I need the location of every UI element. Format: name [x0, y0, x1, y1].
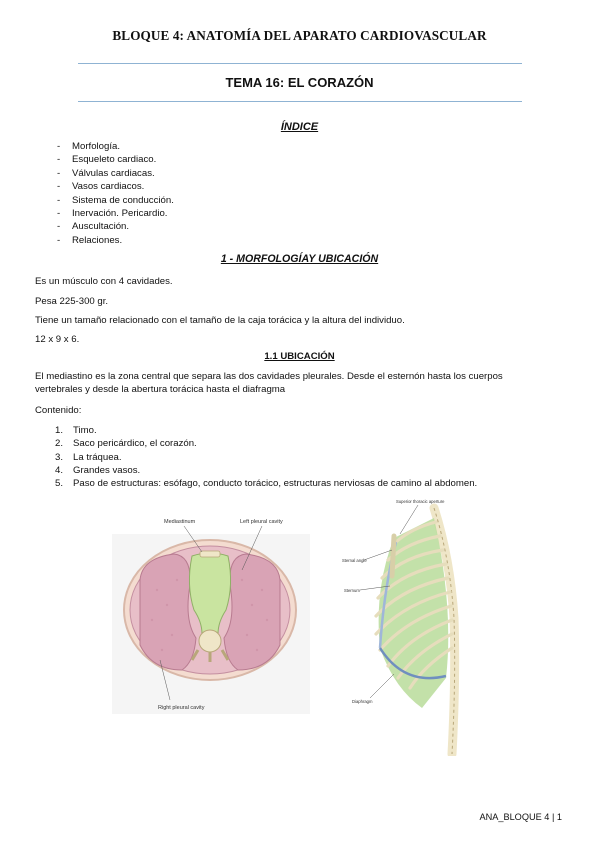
- ubicacion-paragraph: El mediastino es la zona central que separa las dos cavidades pleurales. Desde el esternón hasta los cuerpos vertebrales y desde la abertura torácica hasta el diafragma: [35, 371, 503, 395]
- indice-list: [57, 140, 174, 247]
- contenido-item: 5. Paso de estructuras: esófago, conducto torácico, estructuras nerviosas de camino al abdomen.: [55, 478, 478, 490]
- vertebra-section: [199, 630, 221, 652]
- header-rule-top: [78, 63, 522, 64]
- contenido-item: 1. Timo.: [55, 425, 97, 436]
- indice-item: - Vasos cardiacos.: [57, 180, 174, 193]
- label-sternal-angle: Sternal angle: [342, 558, 367, 563]
- contenido-item: 2. Saco pericárdico, el corazón.: [55, 438, 197, 450]
- thoracic-cavity: [379, 518, 449, 708]
- contenido-label: Contenido:: [35, 405, 82, 416]
- sternum-section: [200, 551, 220, 557]
- label-right-pleural-cavity: Right pleural cavity: [158, 705, 205, 711]
- contenido-item: 4. Grandes vasos.: [55, 464, 141, 476]
- page-footer: ANA_BLOQUE 4 | 1: [479, 812, 562, 822]
- tema-title: TEMA 16: EL CORAZÓN: [225, 75, 374, 90]
- indice-item: - Válvulas cardiacas.: [57, 167, 174, 180]
- indice-item: - Esqueleto cardiaco.: [57, 153, 174, 166]
- indice-item: - Inervación. Pericardio.: [57, 207, 174, 220]
- indice-heading: ÍNDICE: [280, 121, 319, 133]
- label-superior-thoracic-aperture: Superior thoracic aperture: [396, 499, 445, 504]
- right-lung: [140, 554, 196, 670]
- header-rule-bottom: [78, 101, 522, 102]
- bloque-title: BLOQUE 4: ANATOMÍA DEL APARATO CARDIOVASCULAR: [112, 28, 487, 43]
- body-line: Pesa 225-300 gr.: [35, 296, 109, 307]
- label-diaphragm: Diaphragm: [352, 699, 373, 704]
- section-heading-morfologia: 1 - MORFOLOGÍAY UBICACIÓN: [220, 253, 379, 265]
- body-line: Tiene un tamaño relacionado con el tamaño de la caja torácica y la altura del individuo.: [35, 315, 405, 326]
- thorax-cross-section-figure: [112, 510, 310, 714]
- contenido-item: 3. La tráquea.: [55, 451, 122, 463]
- indice-item: - Sistema de conducción.: [57, 194, 174, 207]
- sternum: [392, 536, 394, 576]
- indice-item: - Relaciones.: [57, 234, 174, 247]
- contenido-list: [55, 424, 477, 490]
- body-line: 12 x 9 x 6.: [35, 334, 80, 345]
- body-line: Es un músculo con 4 cavidades.: [35, 276, 173, 287]
- label-left-pleural-cavity: Left pleural cavity: [240, 519, 283, 525]
- label-mediastinum: Mediastinum: [164, 519, 196, 525]
- thorax-lateral-figure: [334, 498, 492, 756]
- left-lung: [224, 554, 280, 670]
- subsection-heading-ubicacion: 1.1 UBICACIÓN: [264, 351, 335, 362]
- indice-item: - Auscultación.: [57, 220, 174, 233]
- indice-item: - Morfología.: [57, 140, 174, 153]
- label-sternum: Sternum: [344, 588, 360, 593]
